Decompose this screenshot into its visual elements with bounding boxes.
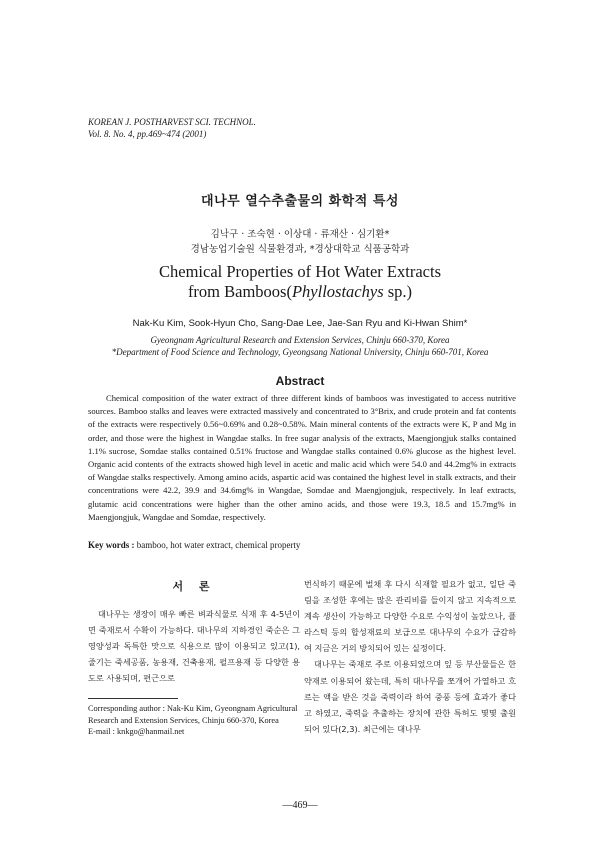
footnote-line1: Corresponding author : Nak-Ku Kim, Gyeongnam Agricultural xyxy=(88,704,298,713)
affiliation-2: *Department of Food Science and Technology, Gyeongsang National University, Chinju 660-701, Korea xyxy=(111,347,489,357)
english-title-line1: Chemical Properties of Hot Water Extracts xyxy=(159,262,441,281)
right-column xyxy=(304,576,516,737)
footnote-line2: Research and Extension Services, Chinju 660-370, Korea xyxy=(88,715,279,725)
journal-name: KOREAN J. POSTHARVEST SCI. TECHNOL. xyxy=(88,117,256,127)
abstract-heading: Abstract xyxy=(275,374,325,388)
section-title: 서 론 xyxy=(172,580,216,593)
intro-paragraph-right-2: 대나무는 죽재로 주로 이용되었으며 잎 등 부산물들은 한약재로 이용되어 왔는데, 특히 대나무를 쪼개어 가열하고 흐르는 액을 받은 것을 죽력이라 하여 중풍 등에 효과가 좋다고 하였고, 죽력을 추출하는 장치에 관한 특허도 몇몇 출원되어 있다(2,3). 최근에는 대나무 xyxy=(304,659,516,734)
left-column xyxy=(88,576,300,686)
affiliation-1: Gyeongnam Agricultural Research and Extension Services, Chinju 660-370, Korea xyxy=(150,335,450,345)
korean-affiliations: 경남농업기술원 식물환경과, *경상대학교 식품공학과 xyxy=(190,244,410,255)
english-affiliations xyxy=(0,334,600,358)
english-authors: Nak-Ku Kim, Sook-Hyun Cho, Sang-Dae Lee, Jae-San Ryu and Ki-Hwan Shim* xyxy=(132,318,468,329)
intro-paragraph-left: 대나무는 생장이 매우 빠른 벼과식물로 식재 후 4-5년이면 죽재로서 수확이 가능하다. 대나무의 지하경인 죽순은 그 영양성과 독특한 맛으로 식용으로 많이 이용되고 있고(1), 줄기는 죽세공품, 농용재, 건축용재, 펄프용재 등 다양한 용도로 사용되며, 편근으로 xyxy=(88,609,300,684)
page-number: —469— xyxy=(282,800,318,811)
intro-paragraph-right-1: 번식하기 때문에 벌채 후 다시 식재할 필요가 없고, 일단 죽림을 조성한 후에는 많은 관리비를 들이지 않고 지속적으로 계속 생산이 가능하고 다양한 수요로 수익성이 높았으나, 플라스틱 등의 합성재료의 보급으로 대나무의 수요가 급감하여 지금은 거의 방치되어 있는 실정이다. xyxy=(304,579,516,654)
abstract-body: Chemical composition of the water extract of three different kinds of bamboos was investigated to access nutritive sources. Bamboo stalks and leaves were extracted massively and concentrated to 3°Brix, and crude protein and fat contents of the extracts were respectively 0.56~0.69% and 0.28~0.58%. Main mineral contents of the extracts were K, P and Mg in order, and those were the highest in Wangdae stalks. In free sugar analysis of the extracts, Maengjongjuk stalks contained 1.1% sucrose, Somdae stalks contained 0.51% fructose and Wangdae stalks contained 0.6% glucose as the highest level. Organic acid contents of the extracts showed high level in acetic and malic acid which were 54.0 and 44.2mg% in extracts of Wangdae stalks respectively. Among amino acids, aspartic acid was contained the highest level in stalk extracts, and their concentrations were 42.2, 39.9 and 34.6mg% in Wangdae, Somdae and Maengjongjuk, respectively. In leaf extracts, glutamic acid concentrations were higher than the other amino acids, and those were 19.3, 18.5 and 15.7mg% in Maengjongjuk, Wangdae and Somdae, respectively. xyxy=(88,393,516,522)
korean-title: 대나무 열수추출물의 화학적 특성 xyxy=(201,194,399,209)
journal-header xyxy=(88,116,256,140)
corresponding-author-footnote xyxy=(88,703,298,738)
journal-volume: Vol. 8. No. 4, pp.469~474 (2001) xyxy=(88,129,207,139)
keywords xyxy=(88,540,516,550)
english-title-line2: from Bamboos(Phyllostachys sp.) xyxy=(187,282,413,301)
english-title xyxy=(0,262,600,302)
footnote-divider xyxy=(88,698,178,699)
footnote-email: E-mail : knkgo@hanmail.net xyxy=(88,727,185,736)
korean-authors: 김낙구 · 조숙현 · 이상대 · 류재산 · 심기환* xyxy=(210,229,390,240)
keywords-text: bamboo, hot water extract, chemical property xyxy=(136,540,301,550)
keywords-label: Key words : xyxy=(88,540,135,550)
